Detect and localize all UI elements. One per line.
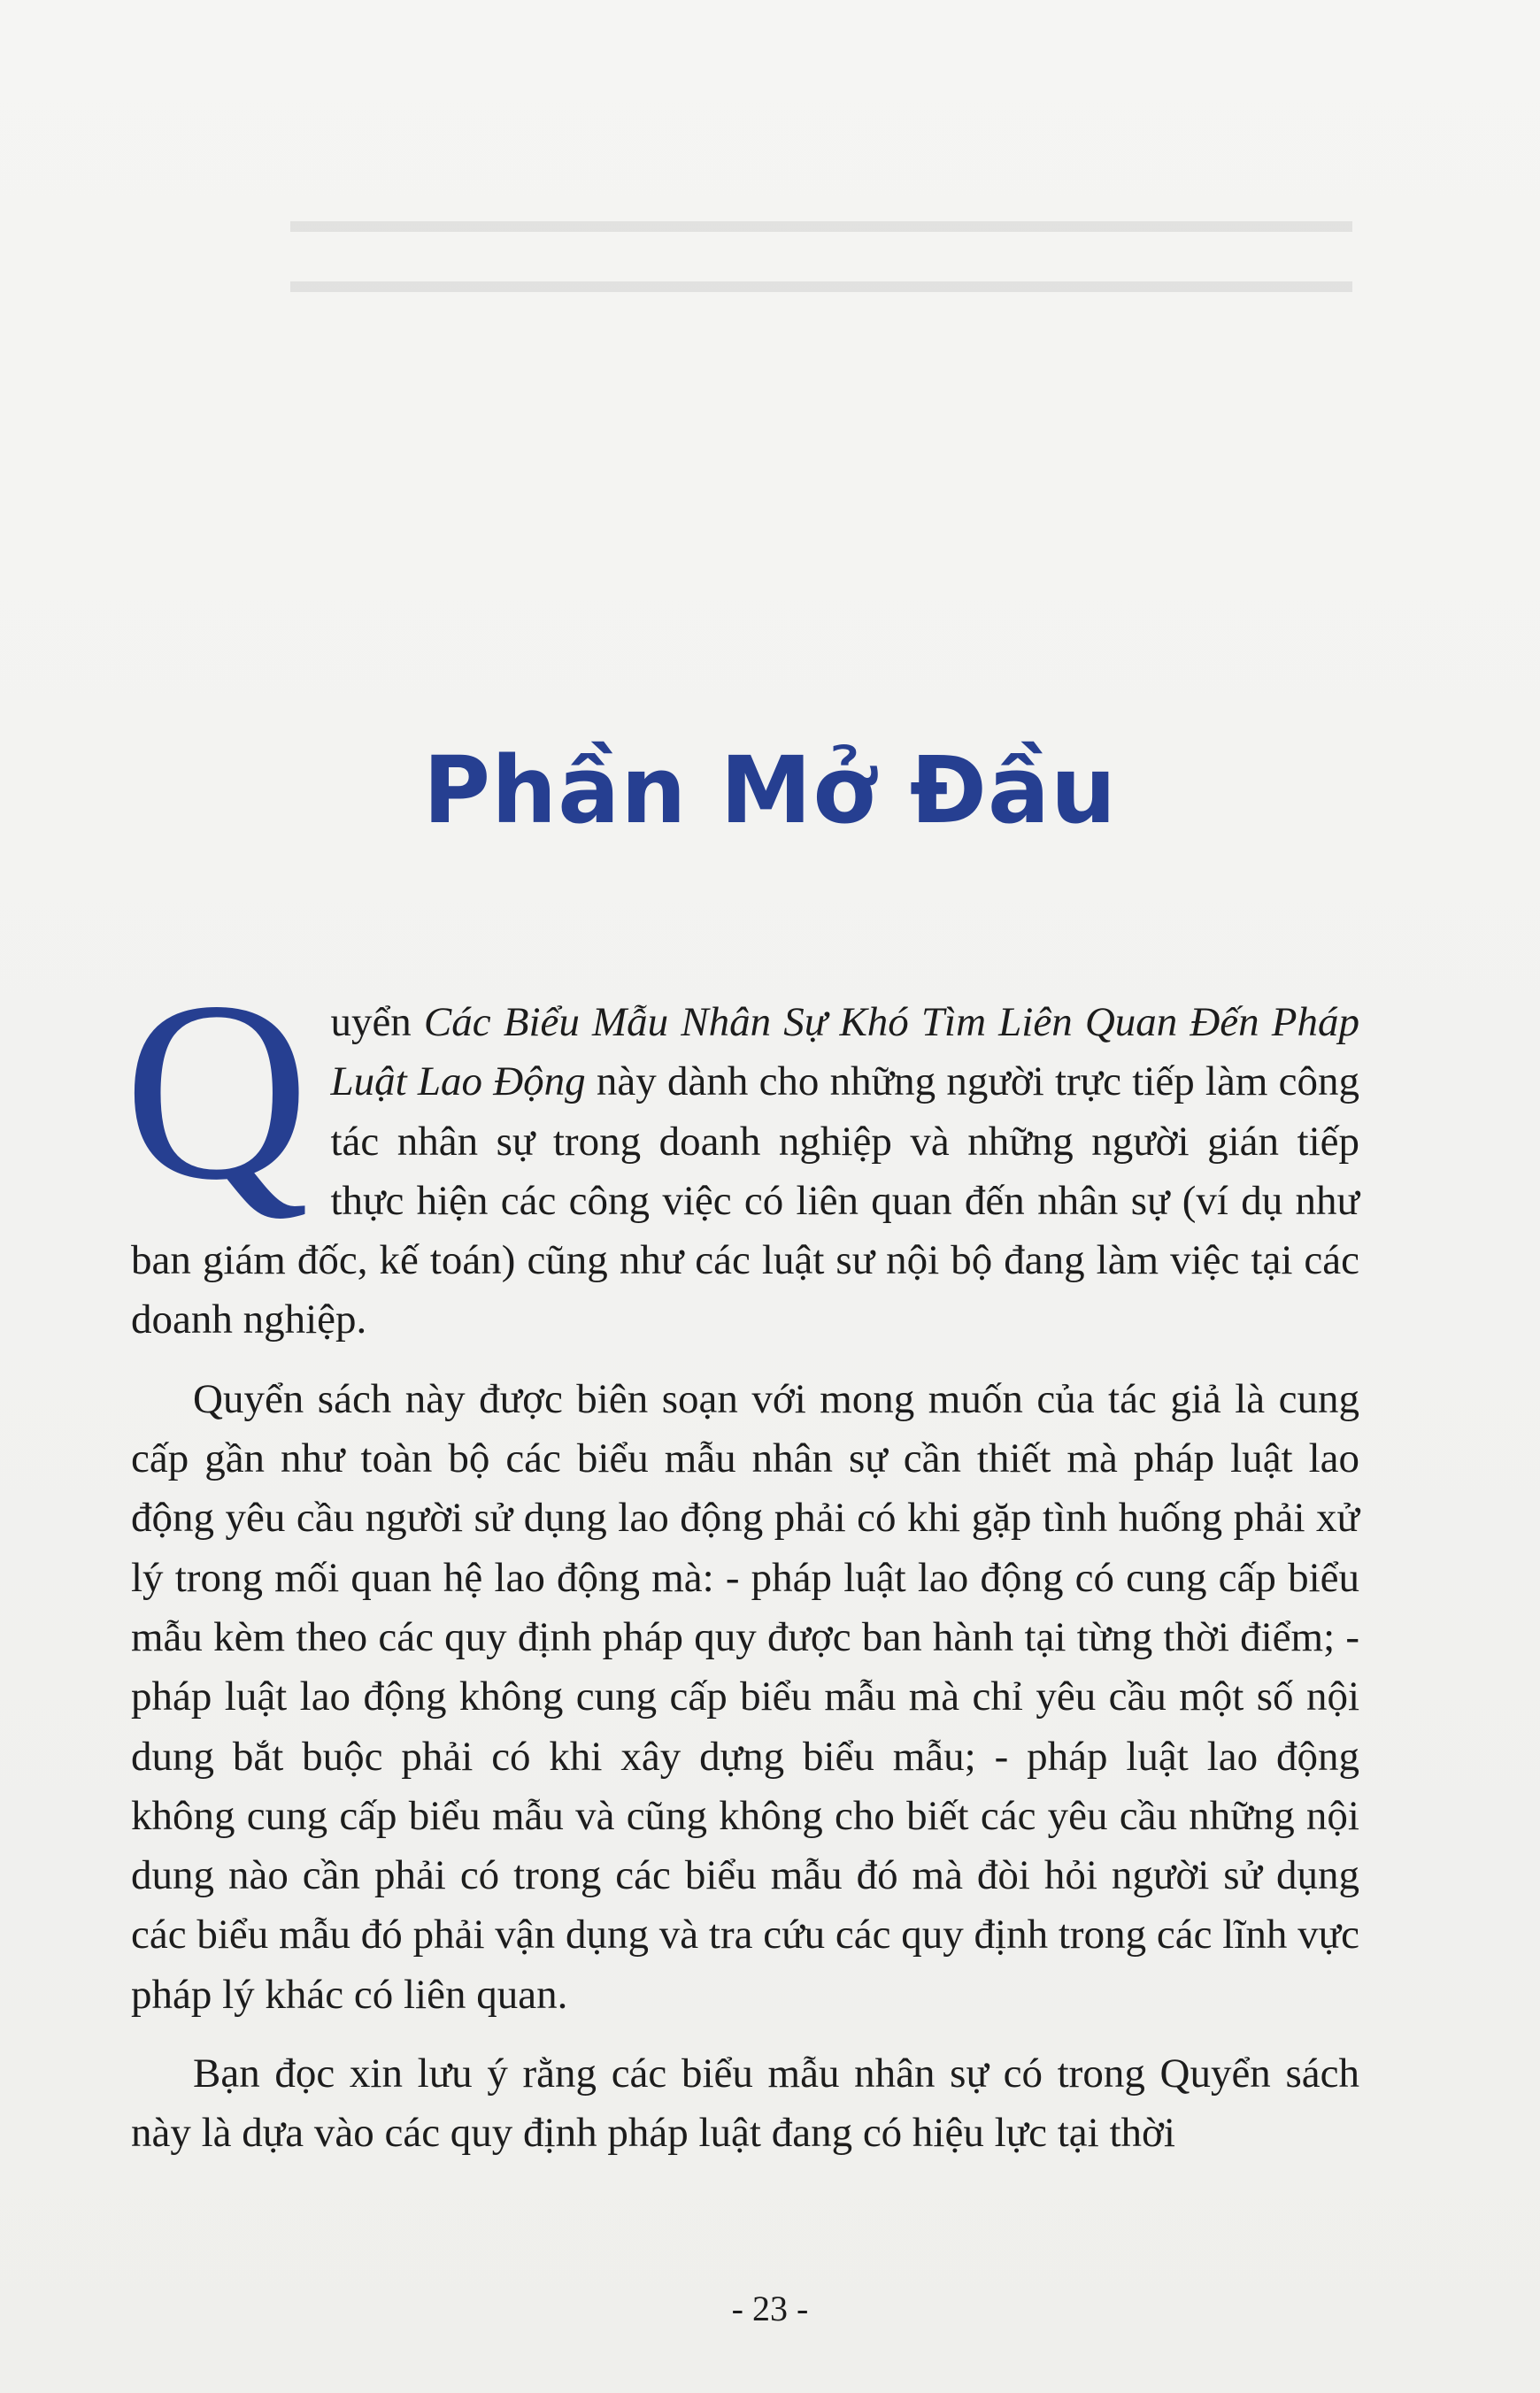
body-text (124, 949, 1359, 2164)
bleed-through-texture: ▬▬▬▬▬▬▬▬▬▬▬▬▬▬▬▬▬▬▬▬▬▬▬▬▬▬▬▬▬▬ ▬▬▬▬▬▬▬▬▬▬▬▬▬▬▬▬▬▬▬▬▬▬▬▬▬▬▬▬▬▬ (290, 200, 1352, 300)
section-heading: Phần Mở Đầu (422, 736, 1118, 844)
intro-text-rest: này dành cho những người trực tiếp làm công tác nhân sự trong doanh nghiệp và những người gián tiếp thực hiện các công việc có liên quan đến nhân sự (ví dụ như ban giám đốc, kế toán) cũng như các luật sư nội bộ đang làm việc tại các doanh nghiệp. (131, 1058, 1359, 1343)
intro-text-start: uyển (330, 999, 424, 1045)
purpose-paragraph: Quyển sách này được biên soạn với mong muốn của tác giả là cung cấp gần như toàn bộ các biểu mẫu nhân sự cần thiết mà pháp luật lao động yêu cầu người sử dụng lao động phải có khi gặp tình huống phải xử lý trong mối quan hệ lao động mà: - pháp luật lao động có cung cấp biểu mẫu kèm theo các quy định pháp quy được ban hành tại từng thời điểm; - pháp luật lao động không cung cấp biểu mẫu mà chỉ yêu cầu một số nội dung bắt buộc phải có khi xây dựng biểu mẫu; - pháp luật lao động không cung cấp biểu mẫu và cũng không cho biết các yêu cầu những nội dung nào cần phải có trong các biểu mẫu đó mà đòi hỏi người sử dụng các biểu mẫu đó phải vận dụng và tra cứu các quy định trong các lĩnh vực pháp lý khác có liên quan. (131, 1375, 1359, 2018)
page-number: - 23 - (731, 2289, 809, 2328)
book-title: Các Biểu Mẫu Nhân Sự Khó Tìm Liên Quan Đến Pháp Luật Lao Động (330, 999, 1359, 1105)
intro-paragraph (124, 949, 1359, 1350)
note-paragraph: Bạn đọc xin lưu ý rằng các biểu mẫu nhân sự có trong Quyển sách này là dựa vào các quy định pháp luật đang có hiệu lực tại thời (131, 2051, 1359, 2157)
drop-cap: Q (124, 949, 310, 1233)
